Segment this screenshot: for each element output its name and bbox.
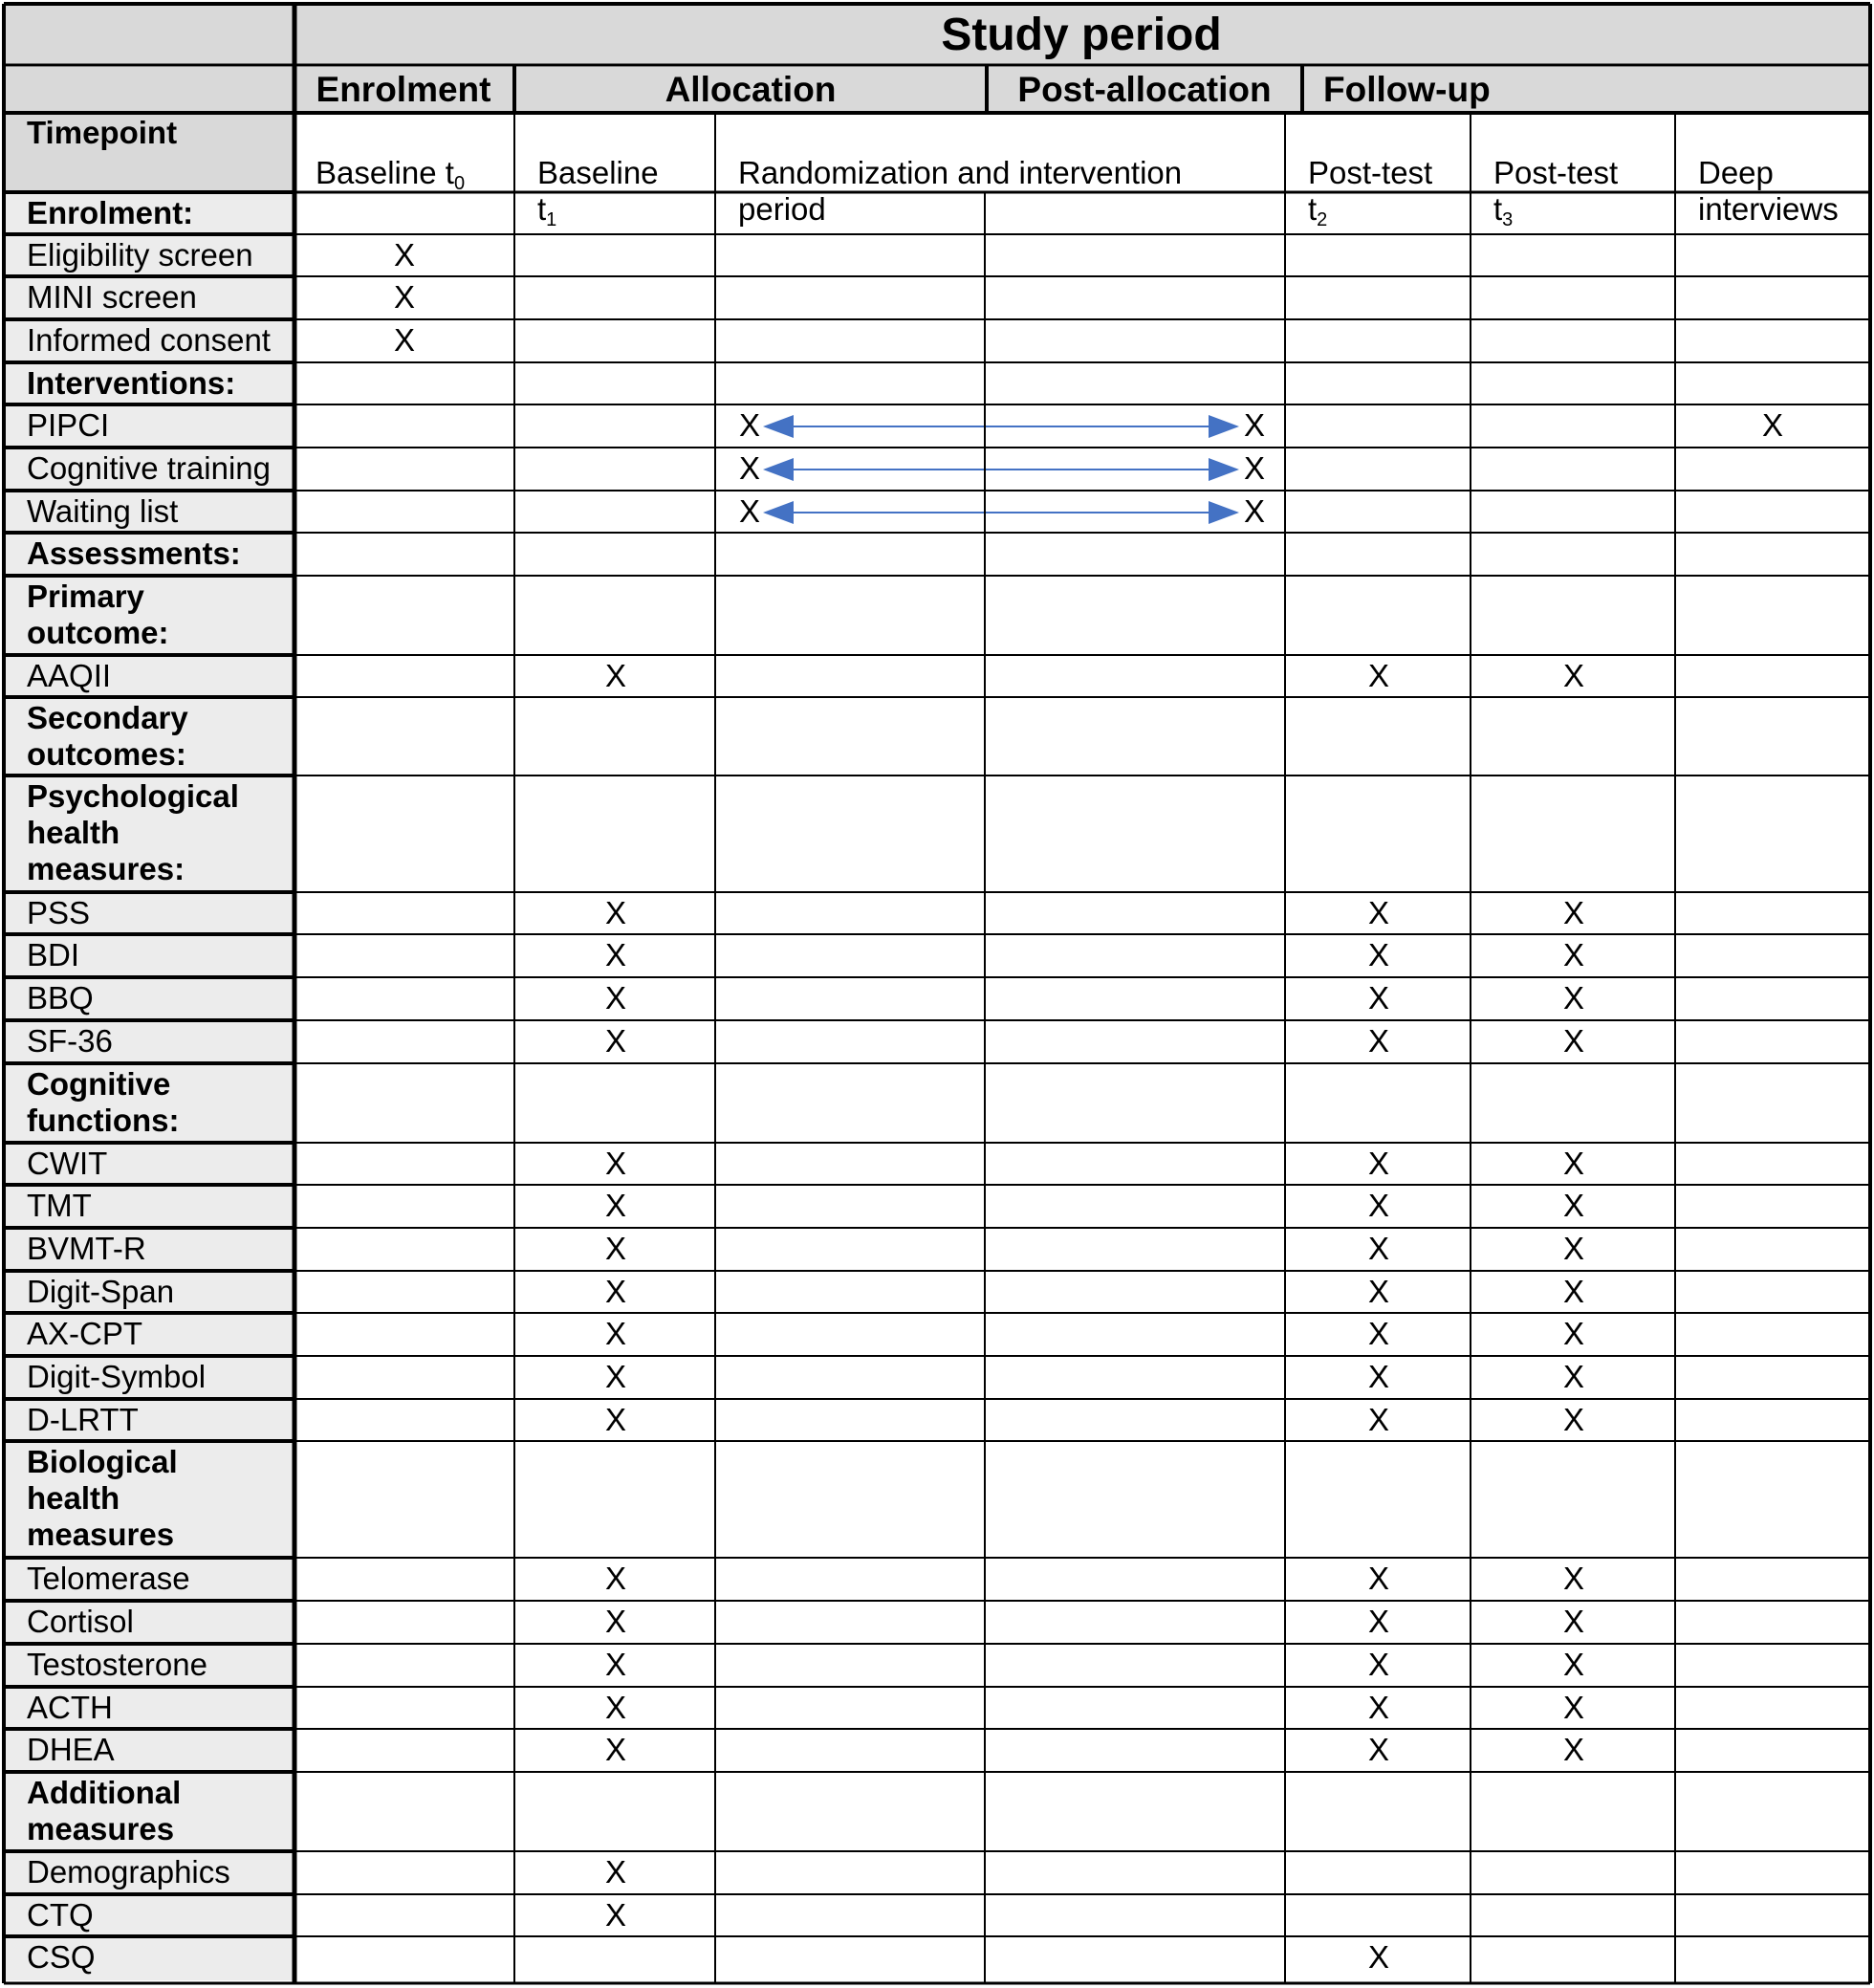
schedule-mark-t2: X — [1367, 1023, 1389, 1059]
intervention-mark-right: X — [1243, 450, 1265, 486]
row-label: AAQII — [27, 658, 112, 693]
timepoint-t1-text: Baseline t — [537, 155, 659, 227]
schedule-mark-t1: X — [604, 1231, 626, 1266]
schedule-mark-t1: X — [604, 1146, 626, 1181]
arrow-head-right — [1209, 415, 1239, 438]
schedule-mark-t3: X — [1562, 1732, 1584, 1767]
row-label: Biological health measures — [27, 1444, 178, 1552]
schedule-mark-t3: X — [1562, 1561, 1584, 1596]
intervention-mark-left: X — [738, 493, 760, 529]
schedule-mark-t3: X — [1562, 937, 1584, 972]
row-label: DHEA — [27, 1732, 115, 1767]
row-label: PIPCI — [27, 407, 110, 443]
timepoint-deep-text: Deep interviews — [1698, 155, 1839, 227]
row-label: AX-CPT — [27, 1316, 143, 1351]
row-label: Waiting list — [27, 493, 179, 529]
schedule-mark-t1: X — [604, 1023, 626, 1059]
arrow-head-left — [763, 458, 794, 481]
schedule-mark-t1: X — [604, 895, 626, 930]
row-label: ACTH — [27, 1690, 113, 1725]
row-label: BDI — [27, 937, 80, 972]
row-label: CTQ — [27, 1897, 94, 1933]
schedule-mark-t1: X — [604, 1604, 626, 1639]
schedule-mark-t3: X — [1562, 1188, 1584, 1223]
schedule-mark-t2: X — [1367, 1274, 1389, 1309]
row-label: Digit-Span — [27, 1274, 175, 1309]
schedule-mark-t0: X — [393, 279, 415, 315]
row-label: Cognitive functions: — [27, 1066, 180, 1138]
schedule-mark-t2: X — [1367, 895, 1389, 930]
study-period-title: Study period — [941, 10, 1222, 60]
schedule-mark-t1: X — [604, 1732, 626, 1767]
schedule-mark-t3: X — [1562, 1231, 1584, 1266]
schedule-mark-t1: X — [604, 1647, 626, 1682]
row-label: Demographics — [27, 1854, 230, 1890]
schedule-mark-t1: X — [604, 937, 626, 972]
timepoint-t2-sub: 2 — [1317, 209, 1328, 230]
schedule-mark-t1: X — [604, 1402, 626, 1437]
schedule-mark-t2: X — [1367, 1561, 1389, 1596]
schedule-mark-t0: X — [393, 322, 415, 358]
schedule-mark-t2: X — [1367, 1402, 1389, 1437]
schedule-mark-t3: X — [1562, 1690, 1584, 1725]
schedule-mark-t1: X — [604, 1854, 626, 1890]
schedule-mark-t3: X — [1562, 1604, 1584, 1639]
intervention-mark-right: X — [1243, 493, 1265, 529]
row-label: BVMT-R — [27, 1231, 146, 1266]
schedule-mark-t2: X — [1367, 1188, 1389, 1223]
row-label: Psychological health measures: — [27, 778, 239, 886]
timepoint-t1-sub: 1 — [546, 209, 557, 230]
row-label: Eligibility screen — [27, 237, 253, 273]
row-label: Cognitive training — [27, 450, 271, 486]
schedule-mark-t3: X — [1562, 1316, 1584, 1351]
group-enrolment: Enrolment — [316, 70, 491, 109]
timepoint-intervention-text: Randomization and intervention period — [738, 155, 1183, 227]
schedule-mark-t2: X — [1367, 1604, 1389, 1639]
schedule-mark-t3: X — [1562, 1647, 1584, 1682]
row-label: Cortisol — [27, 1604, 134, 1639]
schedule-mark-t3: X — [1562, 1146, 1584, 1181]
timepoint-t2-text: Post-test t — [1308, 155, 1433, 227]
row-label: Informed consent — [27, 322, 271, 358]
row-label: Interventions: — [27, 365, 236, 401]
arrow-head-left — [763, 415, 794, 438]
row-label: Enrolment: — [27, 195, 194, 230]
timepoint-t3-sub: 3 — [1502, 209, 1514, 230]
arrow-head-right — [1209, 501, 1239, 524]
row-label: Assessments: — [27, 535, 241, 571]
schedule-mark-t2: X — [1367, 1732, 1389, 1767]
schedule-mark-t2: X — [1367, 1359, 1389, 1394]
row-label: CWIT — [27, 1146, 108, 1181]
row-label: Additional measures — [27, 1775, 182, 1846]
schedule-mark-t1: X — [604, 1897, 626, 1933]
arrow-head-right — [1209, 458, 1239, 481]
schedule-mark-t3: X — [1562, 1274, 1584, 1309]
row-label: Digit-Symbol — [27, 1359, 207, 1394]
schedule-mark-t3: X — [1562, 658, 1584, 693]
schedule-mark-t3: X — [1562, 980, 1584, 1016]
row-label: D-LRTT — [27, 1402, 139, 1437]
schedule-mark-t1: X — [604, 1188, 626, 1223]
schedule-mark-t2: X — [1367, 1690, 1389, 1725]
schedule-mark-deep: X — [1761, 407, 1783, 443]
timepoint-t0-sub: 0 — [453, 173, 466, 194]
schedule-mark-t2: X — [1367, 1939, 1389, 1975]
row-label: Primary outcome: — [27, 579, 169, 650]
schedule-mark-t1: X — [604, 1561, 626, 1596]
row-label: Telomerase — [27, 1561, 190, 1596]
schedule-mark-t1: X — [604, 1316, 626, 1351]
intervention-mark-left: X — [738, 407, 760, 443]
schedule-mark-t2: X — [1367, 1316, 1389, 1351]
schedule-mark-t1: X — [604, 1359, 626, 1394]
arrow-head-left — [763, 501, 794, 524]
schedule-mark-t1: X — [604, 1274, 626, 1309]
timepoint-t3-text: Post-test t — [1493, 155, 1619, 227]
group-post-allocation: Post-allocation — [1017, 70, 1272, 109]
schedule-mark-t3: X — [1562, 895, 1584, 930]
schedule-mark-t1: X — [604, 980, 626, 1016]
schedule-mark-t2: X — [1367, 937, 1389, 972]
row-label: BBQ — [27, 980, 94, 1016]
row-label: Testosterone — [27, 1647, 207, 1682]
schedule-mark-t1: X — [604, 658, 626, 693]
schedule-mark-t2: X — [1367, 1647, 1389, 1682]
row-label: CSQ — [27, 1939, 96, 1975]
row-label: PSS — [27, 895, 91, 930]
schedule-mark-t2: X — [1367, 980, 1389, 1016]
schedule-mark-t2: X — [1367, 658, 1389, 693]
schedule-mark-t3: X — [1562, 1023, 1584, 1059]
intervention-mark-right: X — [1243, 407, 1265, 443]
timepoint-label: Timepoint — [27, 115, 178, 150]
group-allocation: Allocation — [665, 70, 837, 109]
group-follow-up: Follow-up — [1323, 70, 1491, 109]
timepoint-t0-text: Baseline t — [316, 155, 454, 190]
schedule-mark-t2: X — [1367, 1231, 1389, 1266]
schedule-mark-t0: X — [393, 237, 415, 273]
row-label: MINI screen — [27, 279, 197, 315]
row-label: Secondary outcomes: — [27, 700, 188, 772]
row-label: SF-36 — [27, 1023, 113, 1059]
schedule-mark-t2: X — [1367, 1146, 1389, 1181]
intervention-mark-left: X — [738, 450, 760, 486]
schedule-mark-t3: X — [1562, 1402, 1584, 1437]
schedule-mark-t1: X — [604, 1690, 626, 1725]
row-label: TMT — [27, 1188, 92, 1223]
schedule-mark-t3: X — [1562, 1359, 1584, 1394]
